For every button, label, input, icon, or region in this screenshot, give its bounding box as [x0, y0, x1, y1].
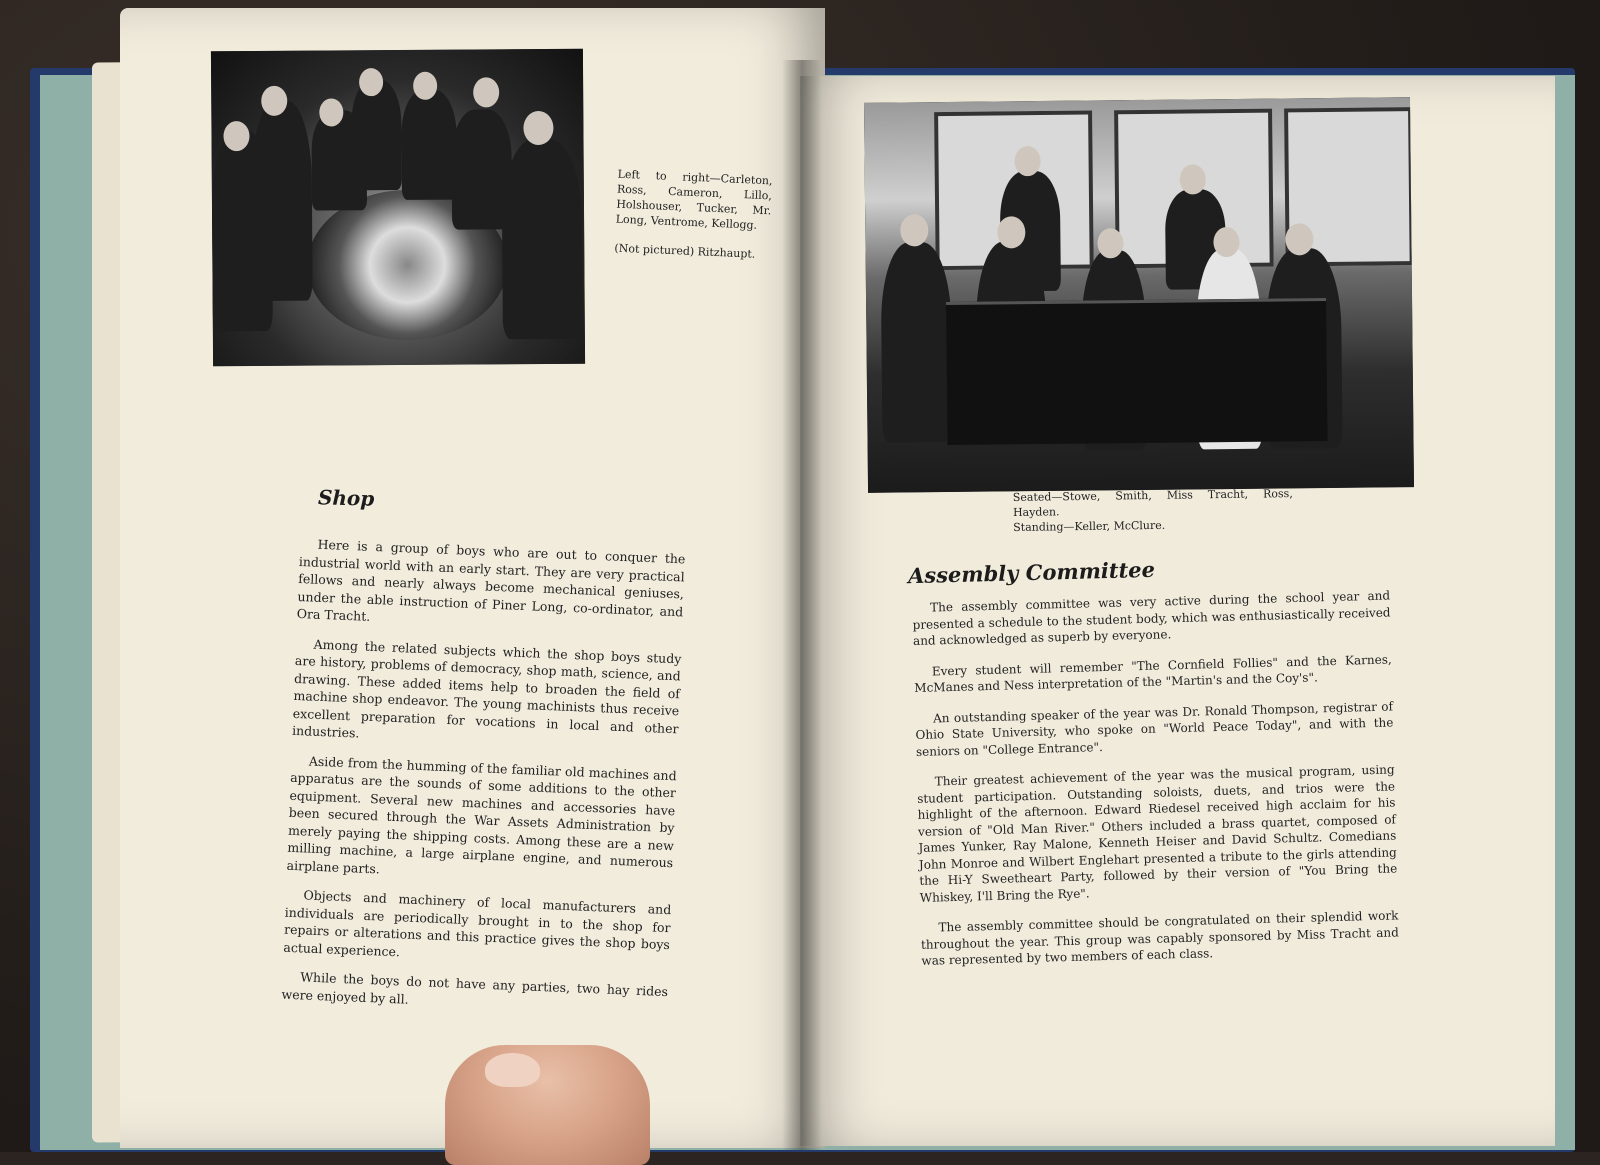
shop-paragraph: While the boys do not have any parties, two hay rides were enjoyed by all. [281, 969, 669, 1007]
book-gutter [782, 60, 822, 1150]
assembly-paragraph: Their greatest achievement of the year was the musical program, using student participation. Outstanding soloists, duets, and trios were the highlight of the afternoon. Edward Riedesel received high acclaim for his version of "Old Man River." Others included a brass quartet, composed of James Yunker, Ray Malone, Kenneth Heiser and David Schultz. Comedians John Monroe and Wilbert Englehart presented a tribute to the girls attending the Hi-Y Sweetheart Party, followed by their version of "You Bring the Whiskey, I'll Bring the Rye". [917, 762, 1398, 905]
assembly-body [912, 587, 1400, 983]
shop-caption-names: Left to right—Carleton, Ross, Cameron, Lillo, Holshouser, Tucker, Mr. Long, Ventrome, Kellogg. [615, 167, 773, 232]
shop-paragraph: Aside from the humming of the familiar old machines and apparatus are the sounds of some additions to the other equipment. Several new machines and accessories have been secured through the War Assets Administration by merely paying the shipping costs. Among these are a new milling machine, a large airplane engine, and numerous airplane parts. [286, 753, 677, 876]
shop-paragraph: Objects and machinery of local manufacturers and individuals are periodically brought in to the shop for repairs or alterations and this practice gives the shop boys actual experience. [283, 887, 672, 959]
assembly-paragraph: The assembly committee was very active during the school year and presented a schedule to the student body, which was enthusiastically received and acknowledged as superb by everyone. [912, 588, 1391, 648]
shop-paragraph: Here is a group of boys who are out to conquer the industrial world with an early start. They are very practical fellows and nearly always become mechanical geniuses, under the able instruction of Piner Long, co-ordinator, and Ora Tracht. [296, 536, 686, 624]
assembly-paragraph: An outstanding speaker of the year was Dr. Ronald Thompson, registrar of Ohio State University, who spoke on "World Peace Today", and with the seniors on "College Entrance". [915, 698, 1394, 759]
shop-photo [211, 49, 585, 367]
assembly-caption-standing: Standing—Keller, McClure. [1013, 518, 1166, 534]
assembly-committee-photo [864, 97, 1414, 493]
assembly-paragraph: Every student will remember "The Cornfield Follies" and the Karnes, McManes and Ness interpretation of the "Martin's and the Coy's". [914, 651, 1392, 695]
assembly-paragraph: The assembly committee should be congratulated on their splendid work throughout the year. This group was capably sponsored by Miss Tracht and was represented by two members of each class. [920, 908, 1400, 968]
assembly-photo-caption [1013, 486, 1294, 535]
thumb [445, 1045, 650, 1165]
shop-body [281, 535, 686, 1030]
shop-photo-caption [614, 167, 773, 263]
assembly-heading: Assembly Committee [907, 556, 1156, 589]
shop-heading: Shop [317, 485, 375, 511]
assembly-caption-seated: Seated—Stowe, Smith, Miss Tracht, Ross, Hayden. [1012, 487, 1293, 519]
shop-paragraph: Among the related subjects which the shop boys study are history, problems of democracy, shop math, science, and drawing. These added items help to broaden the field of machine shop endeavor. The young machinists thus receive excellent preparation for vocations in local and other industries. [291, 636, 682, 741]
shop-caption-not-pictured: (Not pictured) Ritzhaupt. [614, 241, 756, 261]
